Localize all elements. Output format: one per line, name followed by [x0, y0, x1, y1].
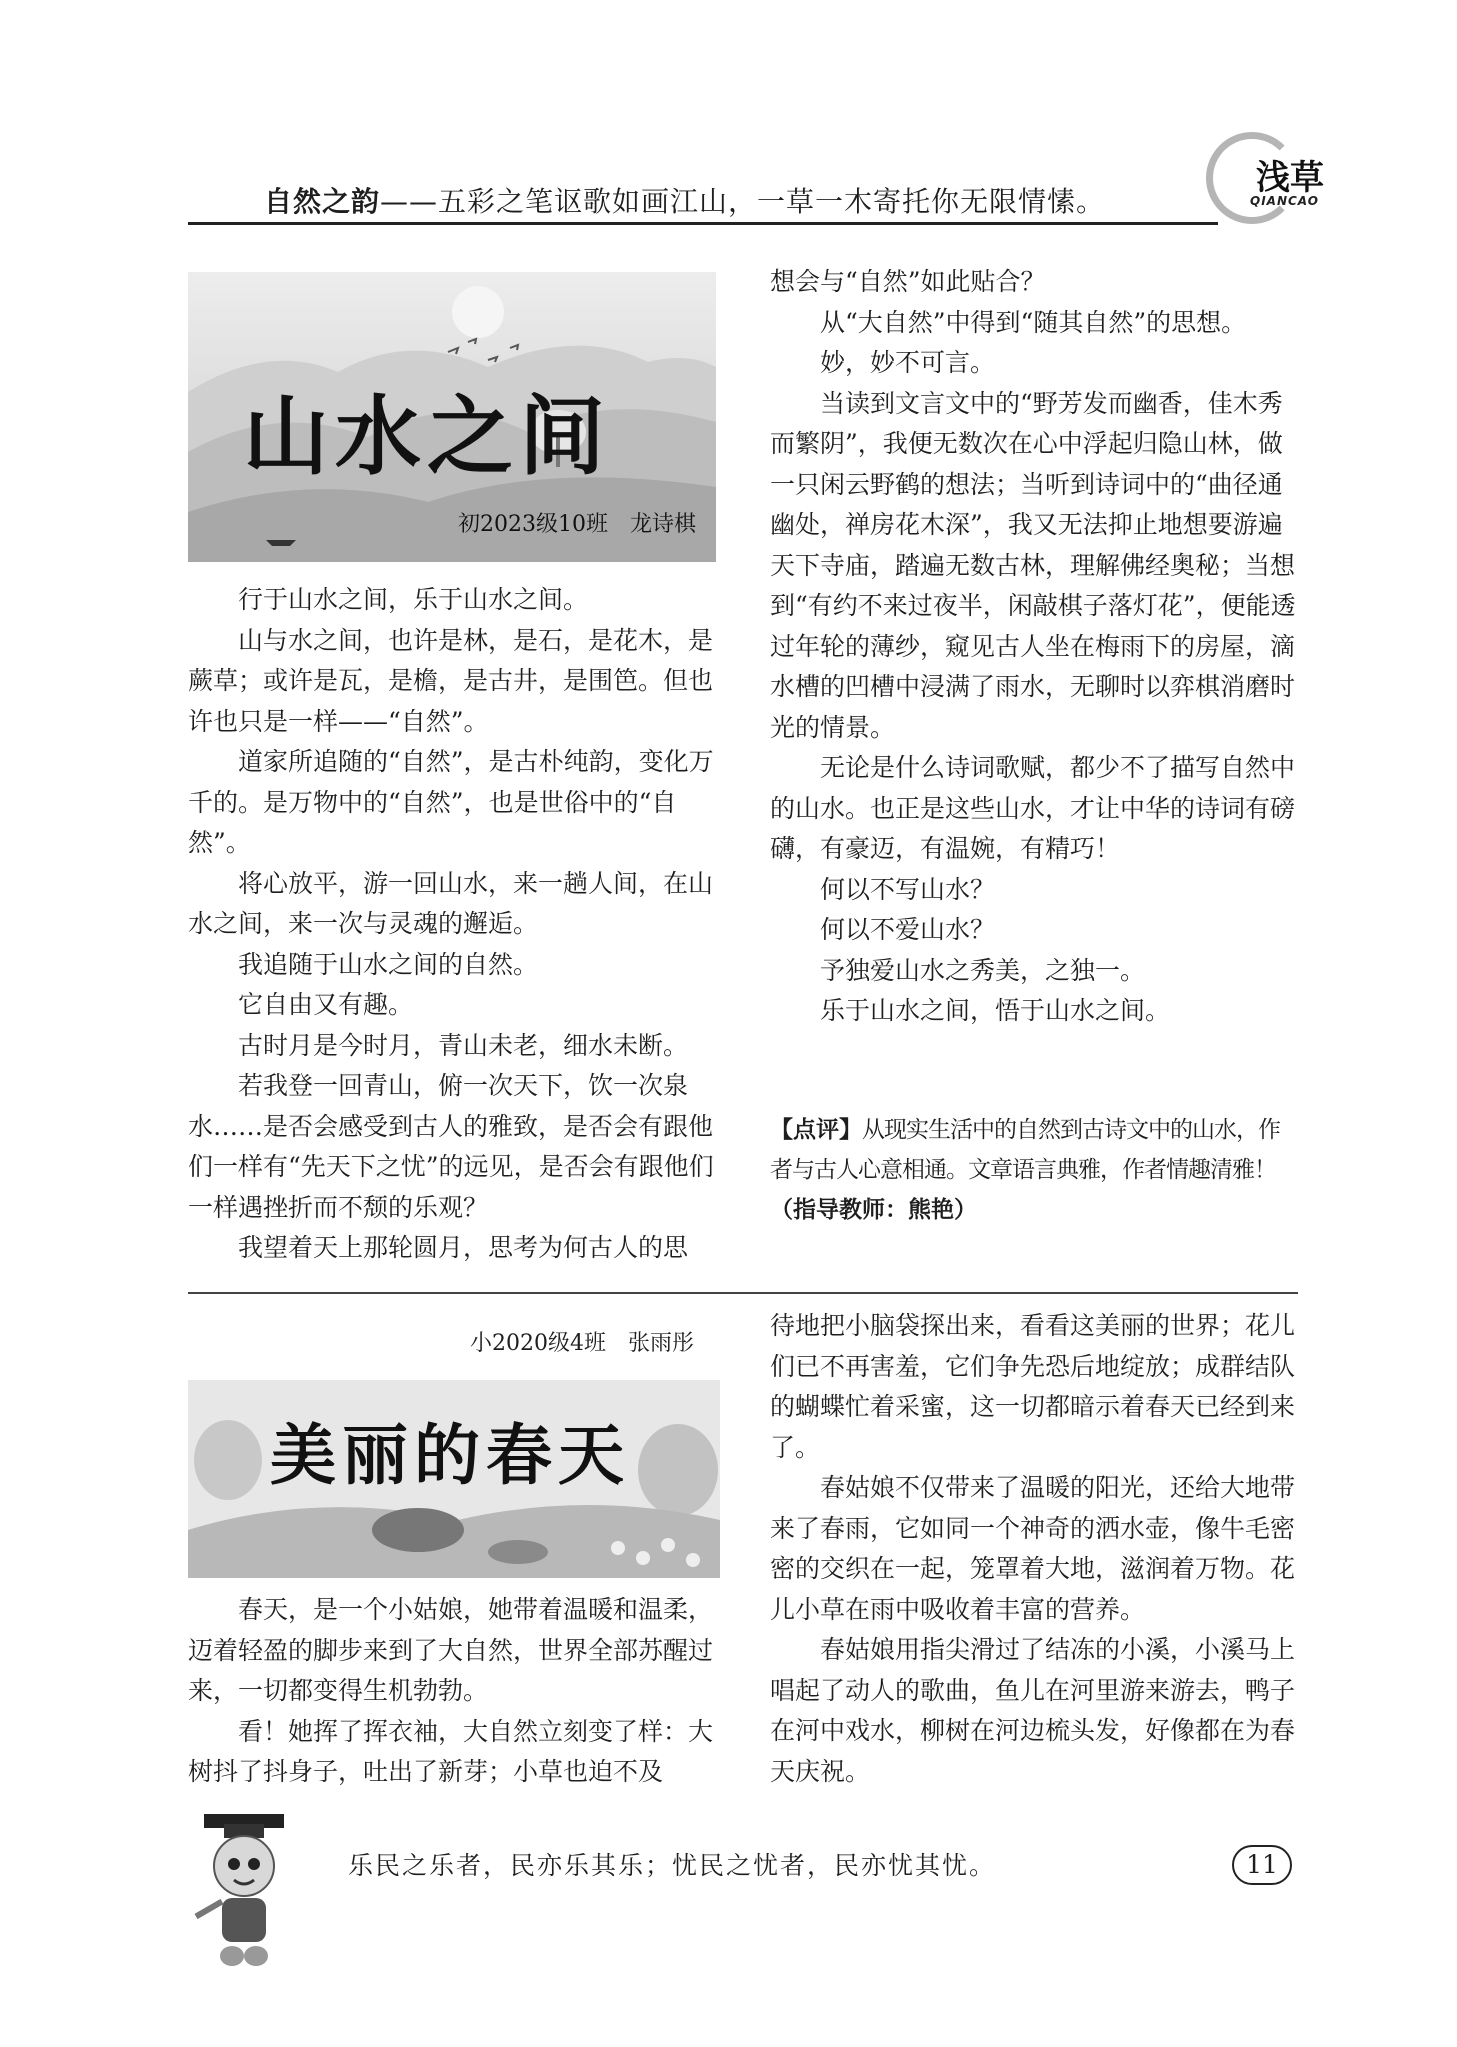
paragraph: 从“大自然”中得到“随其自然”的思想。 [820, 307, 1247, 337]
comment-text: 从现实生活中的自然到古诗文中的山水，作者与古人心意相通。文章语言典雅，作者情趣清雅！ [770, 1117, 1280, 1183]
header-tagline: ——五彩之笔讴歌如画江山，一草一木寄托你无限情愫。 [380, 185, 1106, 218]
page-number: 11 [1232, 1845, 1292, 1885]
magazine-logo [1200, 128, 1360, 228]
sun-icon [452, 286, 504, 338]
paragraph: 春天，是一个小姑娘，她带着温暖和温柔，迈着轻盈的脚步来到了大自然，世界全部苏醒过来，一切都变得生机勃勃。 [188, 1595, 714, 1705]
paragraph: 我追随于山水之间的自然。 [238, 949, 539, 979]
article1-right-column [770, 262, 1300, 1032]
section-divider [188, 1292, 1298, 1294]
article2-right-column [770, 1306, 1300, 1792]
paragraph-continuation: 待地把小脑袋探出来，看看这美丽的世界；花儿们已不再害羞，它们争先恐后地绽放；成群结队的蝴蝶忙着采蜜，这一切都暗示着春天已经到来了。 [770, 1311, 1296, 1462]
article1-left-column [188, 580, 716, 1269]
paragraph: 何以不爱山水？ [820, 915, 996, 944]
paragraph: 道家所追随的“自然”，是古朴纯韵，变化万千的。是万物中的“自然”，也是世俗中的“自然”。 [188, 747, 714, 857]
paragraph: 无论是什么诗词歌赋，都少不了描写自然中的山水。也正是这些山水，才让中华的诗词有磅礴，有豪迈，有温婉，有精巧！ [770, 753, 1296, 863]
footer-quote: 乐民之乐者，民亦乐其乐；忧民之忧者，民亦忧其忧。 [348, 1851, 997, 1880]
header-text [264, 180, 1105, 220]
paragraph: 春姑娘用指尖滑过了结冻的小溪，小溪马上唱起了动人的歌曲，鱼儿在河里游来游去，鸭子在河中戏水，柳树在河边梳头发，好像都在为春天庆祝。 [770, 1635, 1296, 1786]
paragraph: 当读到文言文中的“野芳发而幽香，佳木秀而繁阴”，我便无数次在心中浮起归隐山林，做一只闲云野鹤的想法；当听到诗词中的“曲径通幽处，禅房花木深”，我又无法抑止地想要游遍天下寺庙，踏遍无数古林，理解佛经奥秘；当想到“有约不来过夜半，闲敲棋子落灯花”，便能透过年轮的薄纱，窥见古人坐在梅雨下的房屋，滴水槽的凹槽中浸满了雨水，无聊时以弈棋消磨时光的情景。 [770, 388, 1296, 742]
logo-text: 浅草 [1256, 158, 1324, 198]
flower-icon [611, 1541, 625, 1555]
article1-title: 山水之间 [243, 386, 611, 487]
rock-icon [372, 1508, 464, 1552]
paragraph-continuation: 想会与“自然”如此贴合？ [770, 267, 1046, 296]
paragraph: 何以不写山水？ [820, 874, 996, 904]
teacher-name: （指导教师：熊艳） [770, 1197, 977, 1223]
paragraph: 予独爱山水之秀美，之独一。 [820, 955, 1146, 985]
header-rule [188, 222, 1218, 225]
article2-title: 美丽的春天 [270, 1417, 630, 1494]
article2-byline: 小2020级4班 张雨彤 [470, 1331, 694, 1356]
mascot-scholar-icon [184, 1806, 304, 1976]
paragraph: 我望着天上那轮圆月，思考为何古人的思 [238, 1233, 689, 1262]
column-name: 自然之韵 [264, 185, 381, 218]
page-header [188, 176, 1218, 222]
paragraph: 春姑娘不仅带来了温暖的阳光，还给大地带来了春雨，它如同一个神奇的洒水壶，像牛毛密密的交织在一起，笼罩着大地，滋润着万物。花儿小草在雨中吸收着丰富的营养。 [770, 1473, 1296, 1624]
paragraph: 妙，妙不可言。 [820, 348, 996, 377]
paragraph: 它自由又有趣。 [238, 990, 414, 1019]
article1-byline: 初2023级10班 龙诗棋 [458, 512, 696, 537]
comment-label: 【点评】 [770, 1117, 862, 1143]
paragraph: 山与水之间，也许是林，是石，是花木，是蕨草；或许是瓦，是檐，是古井，是围笆。但也许也只是一样——“自然”。 [188, 625, 714, 736]
paragraph: 将心放平，游一回山水，来一趟人间，在山水之间，来一次与灵魂的邂逅。 [188, 868, 714, 938]
tree-icon [638, 1424, 718, 1516]
article2-left-column [188, 1590, 716, 1793]
tree-icon [194, 1420, 262, 1500]
paragraph: 古时月是今时月，青山未老，细水未断。 [238, 1030, 689, 1060]
teacher-comment [770, 1110, 1300, 1230]
logo-subtext: QIANCAO [1250, 194, 1319, 208]
article2-banner [188, 1380, 720, 1578]
paragraph: 乐于山水之间，悟于山水之间。 [820, 996, 1171, 1025]
paragraph: 看！她挥了挥衣袖，大自然立刻变了样：大树抖了抖身子，吐出了新芽；小草也迫不及 [188, 1716, 714, 1786]
article1-banner [188, 272, 716, 562]
paragraph: 若我登一回青山，俯一次天下，饮一次泉水……是否会感受到古人的雅致，是否会有跟他们一样有“先天下之忧”的远见，是否会有跟他们一样遇挫折而不颓的乐观？ [188, 1071, 714, 1222]
paragraph: 行于山水之间，乐于山水之间。 [238, 585, 589, 614]
